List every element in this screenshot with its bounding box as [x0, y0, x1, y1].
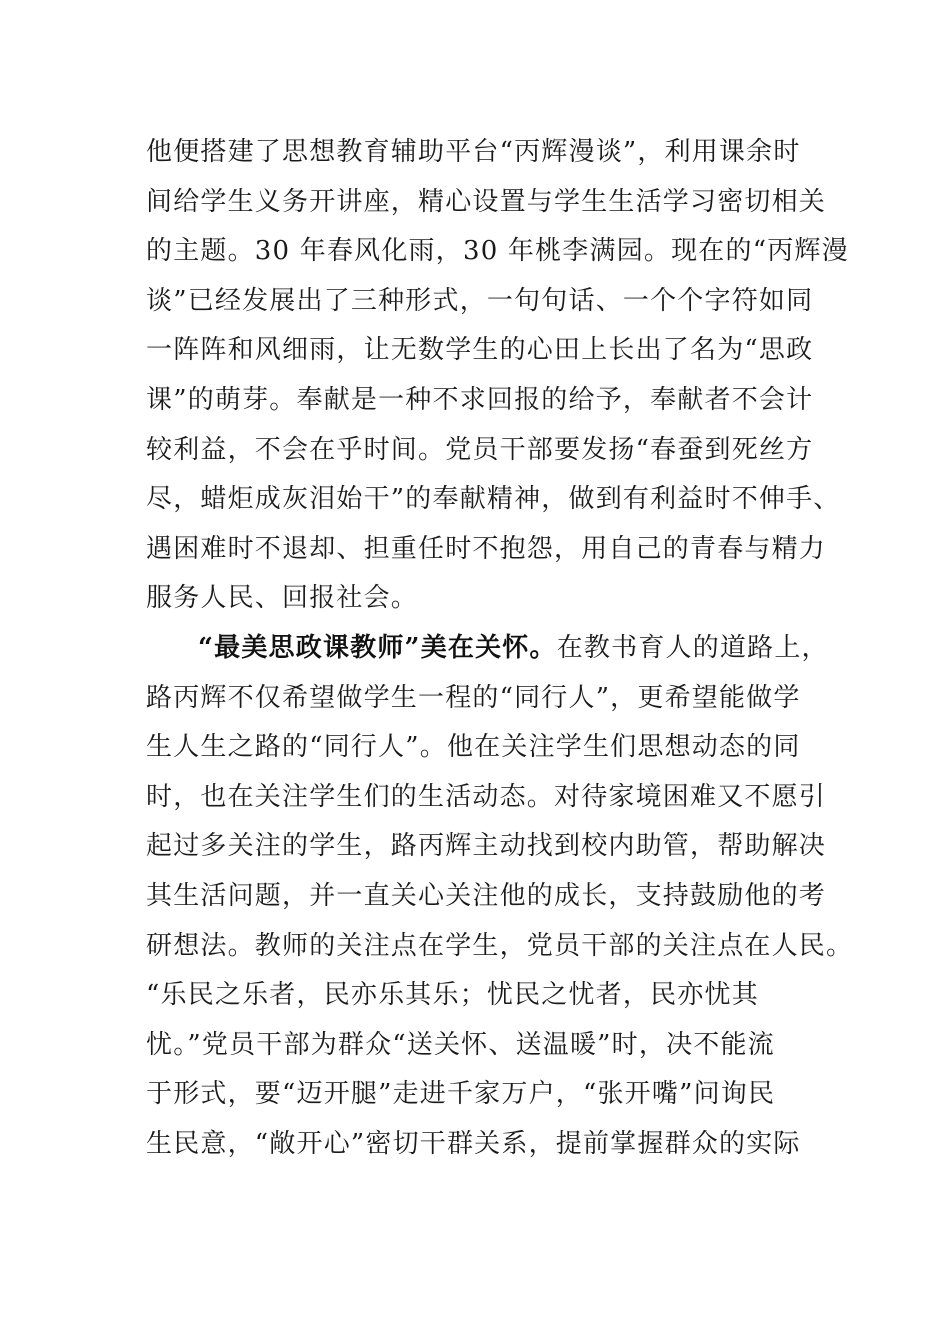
text-line: 服务人民、回报社会。 — [146, 583, 419, 614]
body-text — [146, 128, 854, 1169]
text-line: “乐民之乐者，民亦乐其乐；忧民之忧者，民亦忧其 — [146, 980, 759, 1011]
text-line: 研想法。教师的关注点在学生，党员干部的关注点在人民。 — [146, 930, 854, 961]
text-line: 于形式，要“迈开腿”走进千家万户，“张开嘴”问询民 — [146, 1079, 776, 1110]
text-line: 忧。”党员干部为群众“送关怀、送温暖”时，决不能流 — [146, 1029, 775, 1060]
text-line: 他便搭建了思想教育辅助平台“丙辉漫谈”，利用课余时 — [146, 137, 801, 167]
text-line: 遇困难时不退却、担重任时不抱怨，用自己的青春与精力 — [146, 533, 827, 564]
text-line: 谈”已经发展出了三种形式，一句句话、一个个字符如同 — [146, 285, 814, 316]
text-line: 的主题。30 年春风化雨，30 年桃李满园。现在的“丙辉漫 — [146, 236, 849, 267]
paragraph-heading-rest: 在教书育人的道路上， — [556, 632, 829, 663]
text-line: 一阵阵和风细雨，让无数学生的心田上长出了名为“思政 — [146, 335, 814, 366]
paragraph-heading: “最美思政课教师”美在关怀。 — [198, 632, 557, 663]
text-line: 生人生之路的“同行人”。他在关注学生们思想动态的同 — [146, 732, 801, 763]
text-line: 较利益，不会在乎时间。党员干部要发扬“春蚕到死丝方 — [146, 434, 814, 465]
text-line: 起过多关注的学生，路丙辉主动找到校内助管，帮助解决 — [146, 831, 827, 862]
paragraph-first-line — [146, 624, 829, 674]
text-line: 间给学生义务开讲座，精心设置与学生生活学习密切相关 — [146, 186, 827, 217]
text-line: 其生活问题，并一直关心关注他的成长，支持鼓励他的考 — [146, 880, 827, 911]
text-line: 生民意，“敞开心”密切干群关系，提前掌握群众的实际 — [146, 1128, 801, 1159]
text-line: 时，也在关注学生们的生活动态。对待家境困难又不愿引 — [146, 781, 827, 812]
text-line: 尽，蜡炬成灰泪始干”的奉献精神，做到有利益时不伸手、 — [146, 484, 841, 515]
text-line: 路丙辉不仅希望做学生一程的“同行人”，更希望能做学 — [146, 682, 801, 713]
text-line: 课”的萌芽。奉献是一种不求回报的给予，奉献者不会计 — [146, 384, 814, 415]
